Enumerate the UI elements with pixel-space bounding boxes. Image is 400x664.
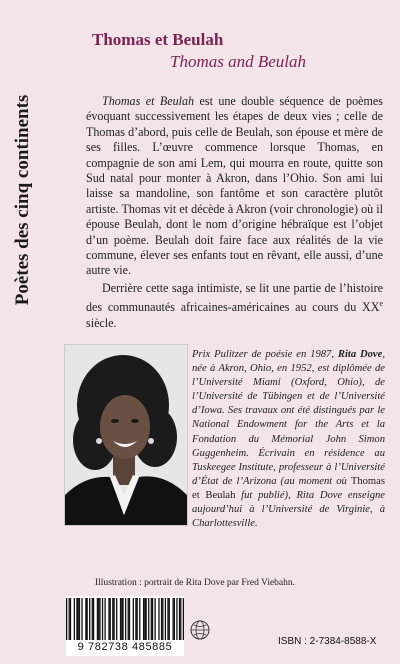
author-biography [192,348,385,531]
bio-text-4: fut publié), Rita Dove enseigne aujourd’hui à l’Université de Virginie, à Charlottesville. [192,489,385,530]
synopsis-work-title: Thomas et Beulah [102,94,195,108]
globe-logo-icon [190,620,210,640]
illustration-caption: Illustration : portrait de Rita Dove par Fred Viebahn. [95,578,296,588]
series-title [6,50,40,350]
bio-work-title-1: Thomas [350,475,385,487]
bio-text-1: Prix Pulitzer de poésie en 1987, [192,349,338,360]
bio-text-3: et [192,489,206,501]
portrait-illustration [65,345,187,525]
title-english: Thomas and Beulah [170,52,306,71]
synopsis-p1-text: est une double séquence de poèmes évoquant successivement les étapes de deux vies ; celle de Thomas d’abord, puis celle de Beulah, son épouse et mère de ses filles. L’œuvre commence lorsque Thomas, en compagnie de son ami Lem, qui mourra en route, quitte son Sud natal pour monter à Akron, dans l’Ohio. Son ami lui laisse sa mandoline, son fantôme et son caractère plutôt artiste. Thomas vit et décède à Akron (voir chronologie) où il épouse Beulah, dont le nom d’origine hébraïque est l’objet d’un poème. Beulah doit faire face aux réalités de la vie commune, élever ses enfants tout en rêvant, elle aussi, d’une autre vie. [86,94,383,278]
synopsis-paragraph-1 [86,94,383,279]
synopsis [86,94,383,331]
synopsis-paragraph-2 [86,281,383,331]
title-french: Thomas et Beulah [92,30,224,49]
author-name: Rita Dove [337,349,383,360]
barcode-number: 9 782738 485885 [66,641,184,653]
synopsis-p2-text: Derrière cette saga intimiste, se lit une partie de l’histoire des communautés africaines-américaines au cours du XX [86,280,383,315]
barcode-bars [66,596,184,642]
series-title-text: Poètes des cinq continents [12,94,33,306]
synopsis-p2-end: siècle. [86,315,117,330]
author-portrait [64,344,188,526]
century-superscript: e [379,299,383,309]
isbn: ISBN : 2-7384-8588-X [278,636,377,647]
bio-text-2: , née à Akron, Ohio, en 1952, est diplômée de l’Université Miami (Oxford, Ohio), de l’Université de Tübingen et de l’Université d’Iowa. Ses travaux ont été distingués par le National Endowment for the Arts et la Fondation du Mémorial John Simon Guggenheim. Écrivain en résidence au Tuskeegee Institute, professeur à l’Université d’État de l’Arizona (au moment où [192,349,385,487]
bio-work-title-2: Beulah [205,489,236,501]
